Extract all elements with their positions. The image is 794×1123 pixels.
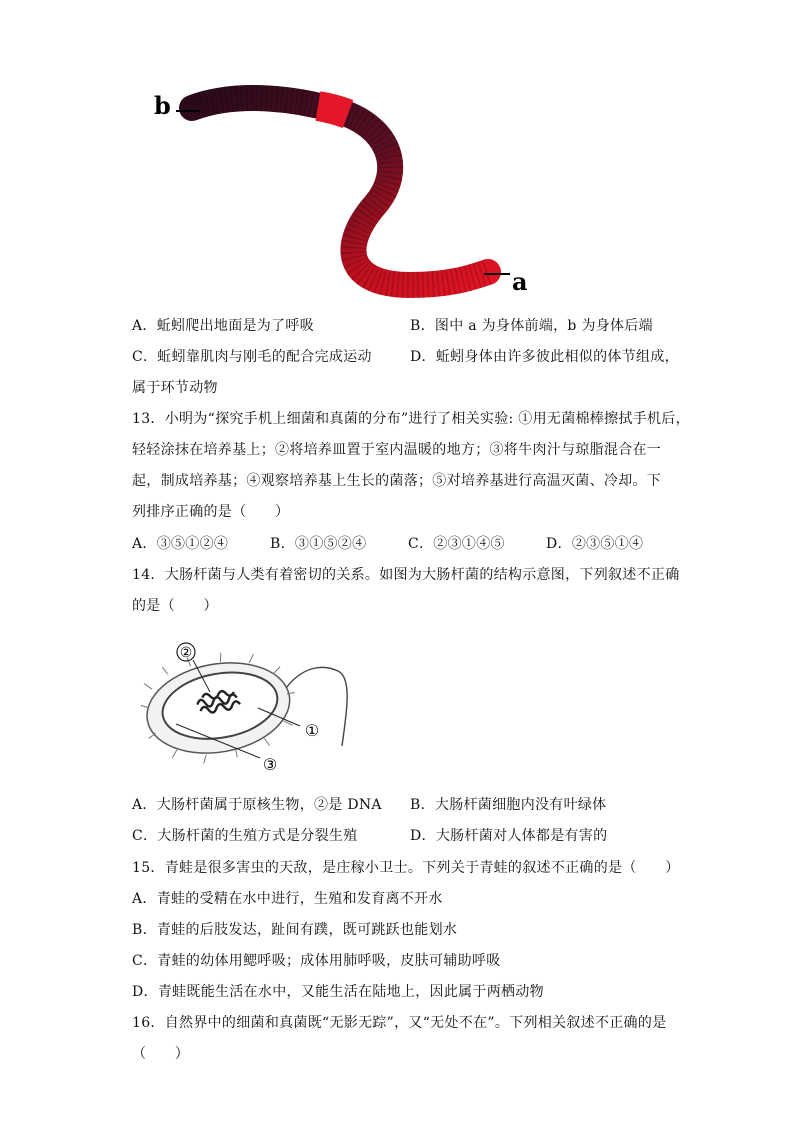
label-2: ② bbox=[179, 645, 193, 661]
q14-option-a: A．大肠杆菌属于原核生物，②是 DNA bbox=[132, 797, 382, 813]
q12-option-c: C．蚯蚓靠肌肉与刚毛的配合完成运动 bbox=[132, 349, 372, 365]
q12-option-d-continued: 属于环节动物 bbox=[132, 380, 218, 396]
q14-option-c: C．大肠杆菌的生殖方式是分裂生殖 bbox=[132, 828, 358, 844]
q14-option-d: D．大肠杆菌对人体都是有害的 bbox=[410, 828, 608, 844]
q12-option-b: B．图中 a 为身体前端，b 为身体后端 bbox=[410, 318, 653, 334]
q15-option-c: C．青蛙的幼体用鳃呼吸；成体用肺呼吸，皮肤可辅助呼吸 bbox=[132, 953, 501, 969]
q15-option-b: B．青蛙的后肢发达，趾间有蹼，既可跳跃也能划水 bbox=[132, 922, 458, 938]
q13-options bbox=[132, 534, 643, 554]
q16-line-2: （ ） bbox=[132, 1046, 190, 1062]
earthworm-figure bbox=[150, 80, 540, 305]
label-a: a bbox=[512, 267, 528, 296]
q13-option-c: C．②③①④⑤ bbox=[408, 536, 505, 552]
q13-line-4: 列排序正确的是（ ） bbox=[132, 504, 290, 520]
ecoli-figure bbox=[138, 636, 358, 781]
q15-option-d: D．青蛙既能生活在水中，又能生活在陆地上，因此属于两栖动物 bbox=[132, 984, 544, 1000]
q13-option-d: D．②③⑤①④ bbox=[546, 536, 644, 552]
label-1: ① bbox=[304, 721, 320, 740]
q12-option-a: A．蚯蚓爬出地面是为了呼吸 bbox=[132, 318, 315, 334]
q13-option-a: A．③⑤①②④ bbox=[132, 536, 229, 552]
label-3: ③ bbox=[262, 755, 278, 774]
q15-option-a: A．青蛙的受精在水中进行，生殖和发育离不开水 bbox=[132, 891, 443, 907]
label-b: b bbox=[154, 91, 171, 120]
q13-option-b: B．③①⑤②④ bbox=[270, 536, 367, 552]
q15-stem: 15．青蛙是很多害虫的天敌，是庄稼小卫士。下列关于青蛙的叙述不正确的是（ ） bbox=[132, 860, 680, 876]
q12-option-d: D．蚯蚓身体由许多彼此相似的体节组成， bbox=[410, 349, 679, 365]
q13-line-1: 13．小明为“探究手机上细菌和真菌的分布”进行了相关实验: ①用无菌棉棒擦拭手机后， bbox=[132, 411, 690, 427]
q14-line-1: 14．大肠杆菌与人类有着密切的关系。如图为大肠杆菌的结构示意图，下列叙述不正确 bbox=[132, 567, 680, 583]
q16-line-1: 16．自然界中的细菌和真菌既“无影无踪”，又“无处不在”。下列相关叙述不正确的是 bbox=[132, 1015, 667, 1031]
q14-option-b: B．大肠杆菌细胞内没有叶绿体 bbox=[410, 797, 607, 813]
q14-line-2: 的是（ ） bbox=[132, 598, 218, 614]
earthworm-clitellum bbox=[318, 106, 348, 114]
q13-line-2: 轻轻涂抹在培养基上；②将培养皿置于室内温暖的地方；③将牛肉汁与琼脂混合在一 bbox=[132, 442, 662, 458]
q13-line-3: 起，制成培养基；④观察培养基上生长的菌落；⑤对培养基进行高温灭菌、冷却。下 bbox=[132, 473, 662, 489]
